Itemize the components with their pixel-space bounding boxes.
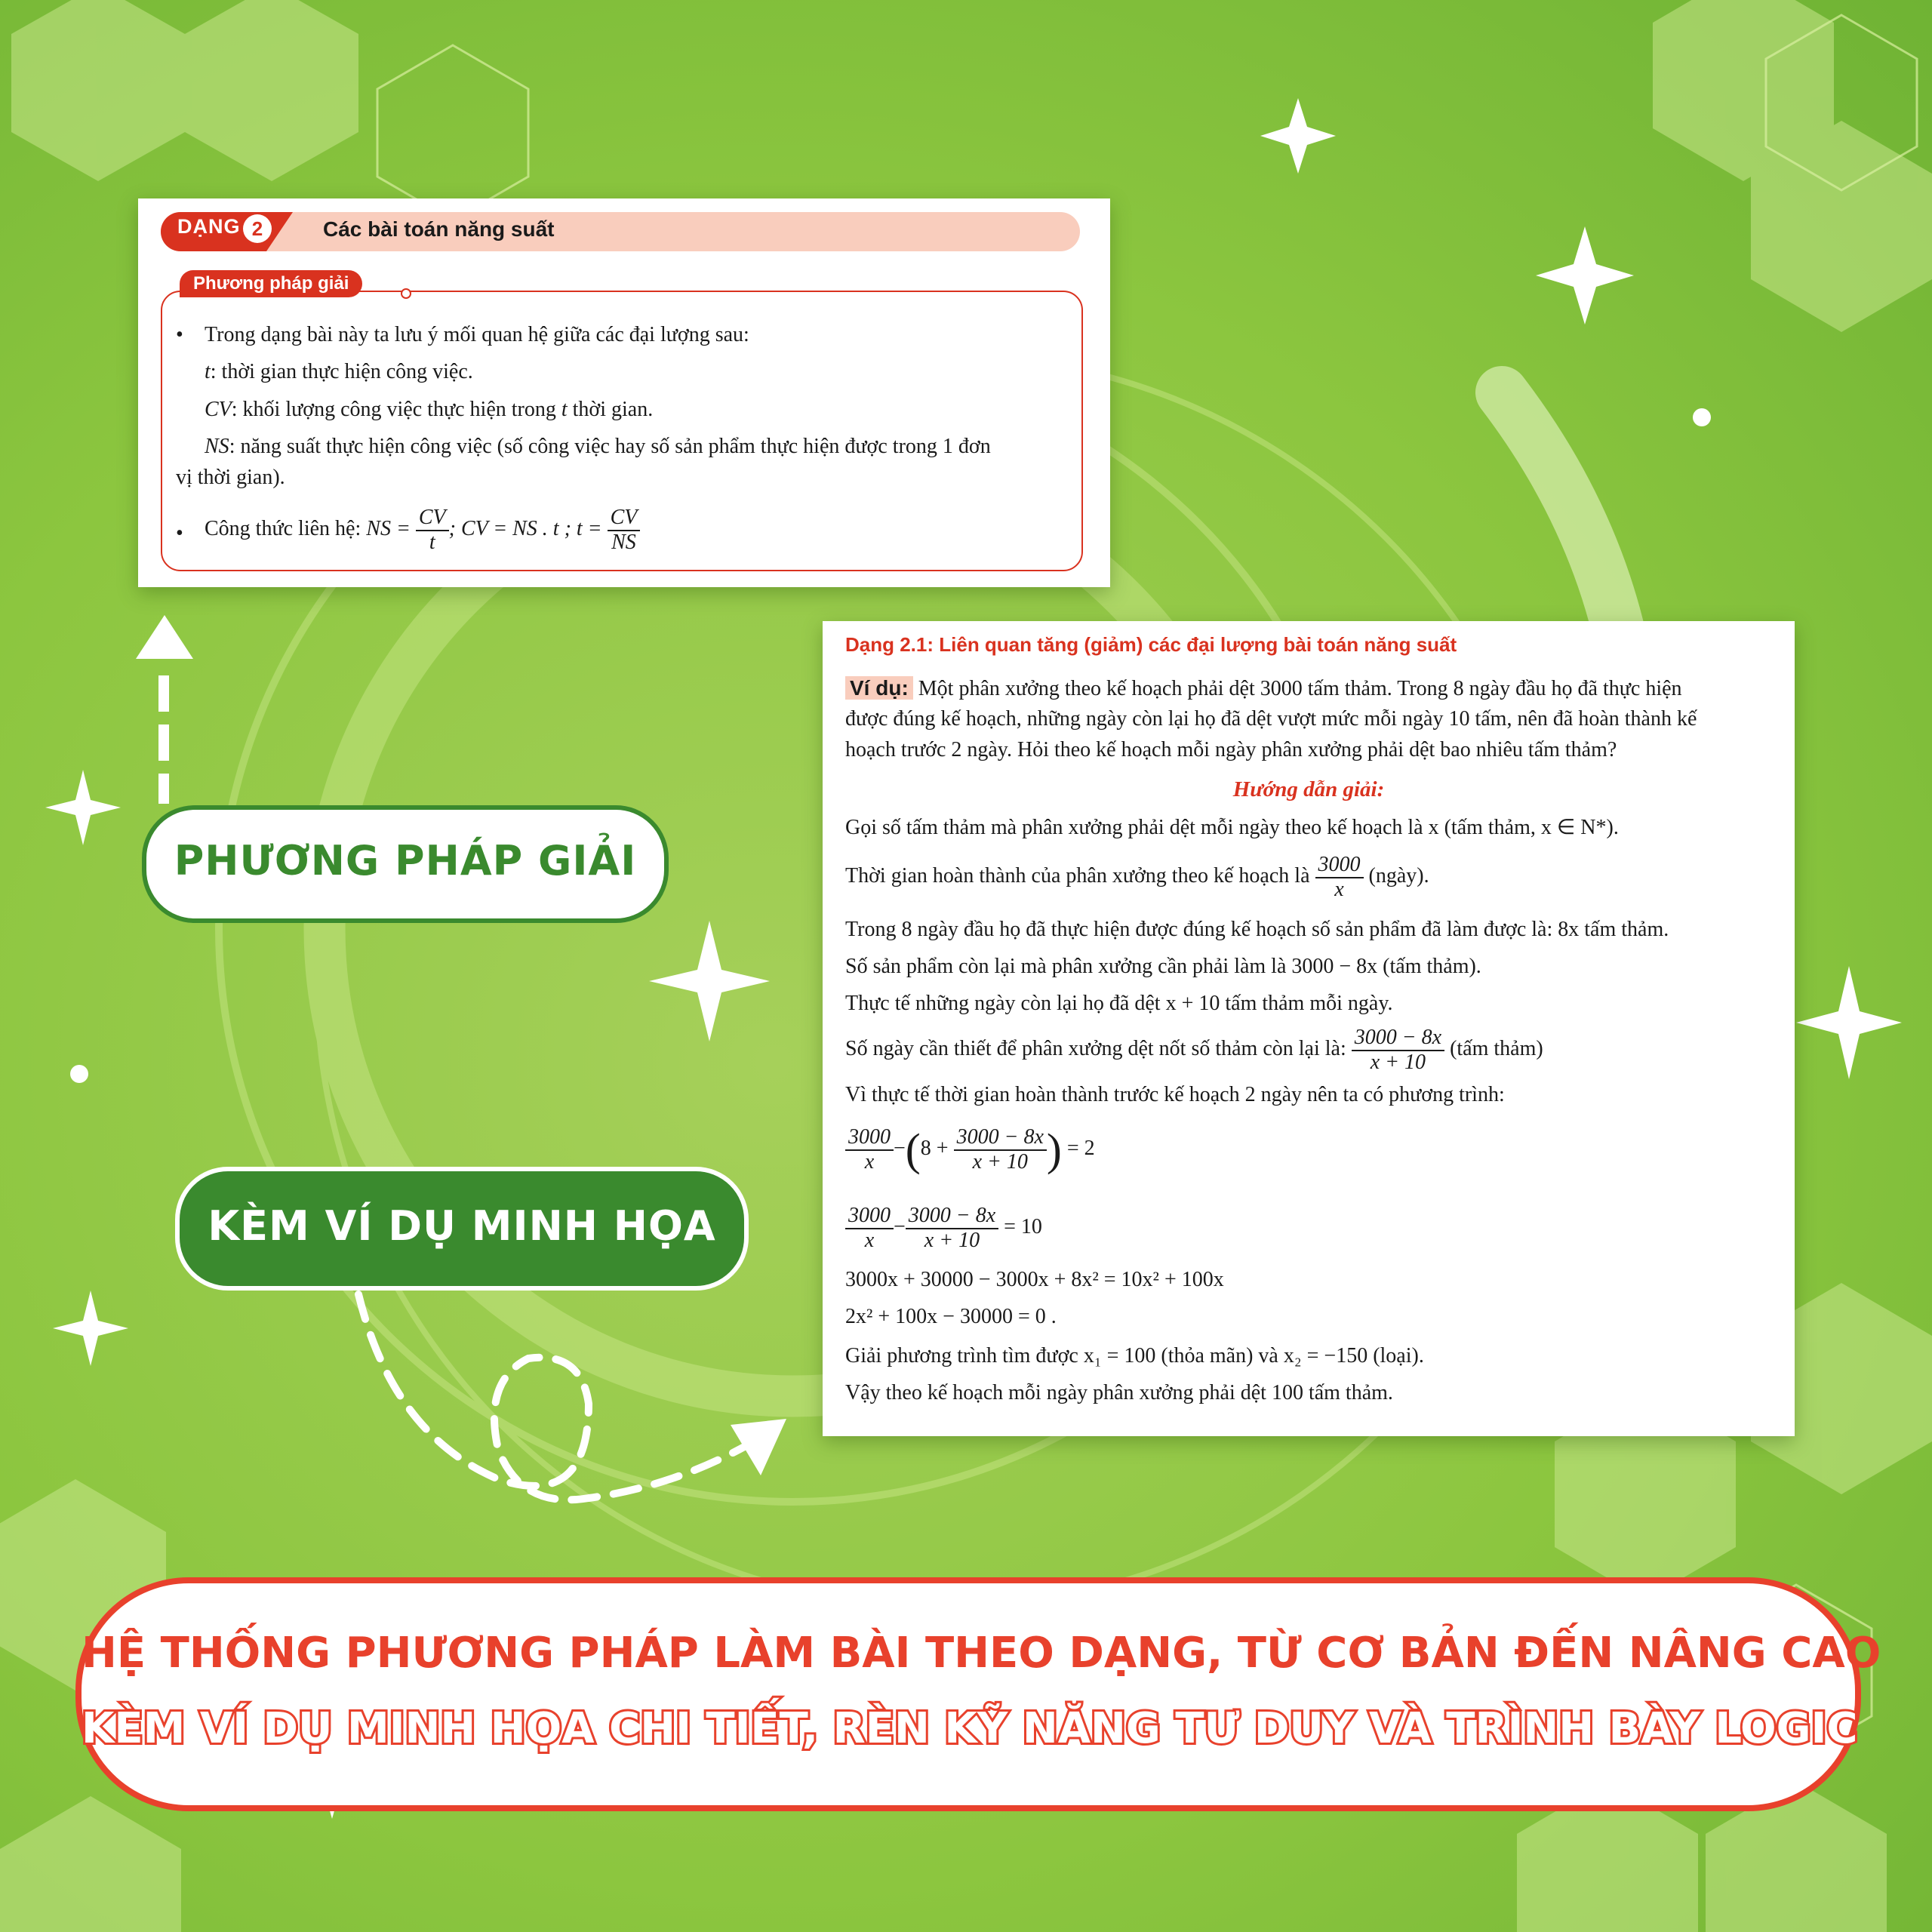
definition-ns-continued: vị thời gian). — [176, 466, 285, 489]
example-pill — [175, 1167, 749, 1291]
section-header-band — [161, 212, 1080, 251]
method-pill — [142, 805, 669, 923]
solution-line: Thời gian hoàn thành của phân xưởng theo kế hoạch là $\frac{3000}{x}$ (ngày). — [845, 852, 1429, 901]
formula-line: Công thức liên hệ: NS = $\frac{CV}{t}$ ; CV = NS . t ; t = $\frac{CV}{NS}$ — [205, 499, 640, 559]
example-pill-label: KÈM VÍ DỤ MINH HỌA — [208, 1202, 716, 1250]
method-card — [138, 198, 1110, 587]
bullet-dot: • — [176, 521, 183, 545]
fraction: $\frac{3000 - 8x}{x + 10}$ — [954, 1126, 1047, 1174]
example-line: Ví dụ: Một phân xưởng theo kế hoạch phải dệt 3000 tấm thảm. Trong 8 ngày đầu họ đã thực hiện — [845, 676, 1682, 701]
definition-cv: CV: khối lượng công việc thực hiện trong t thời gian. — [205, 398, 654, 421]
bullet-dot: • — [176, 323, 183, 346]
sparkle-icon — [649, 921, 770, 1041]
example-line: được đúng kế hoạch, những ngày còn lại họ đã dệt vượt mức mỗi ngày 10 tấm, nên đã hoàn thành kế — [845, 707, 1697, 731]
dot-decoration — [1693, 408, 1711, 426]
hexagon-outline — [377, 45, 528, 220]
hexagon-decoration — [185, 0, 358, 181]
solution-line: Thực tế những ngày còn lại họ đã dệt x + 10 tấm thảm mỗi ngày. — [845, 992, 1393, 1015]
sparkle-icon — [1536, 226, 1634, 325]
sparkle-icon — [1260, 98, 1336, 174]
equation-3: 3000x + 30000 − 3000x + 8x² = 10x² + 100x — [845, 1268, 1224, 1291]
hexagon-decoration — [0, 1796, 181, 1932]
method-tag-dot — [401, 288, 411, 299]
bullet-text: Trong dạng bài này ta lưu ý mối quan hệ giữa các đại lượng sau: — [205, 323, 749, 346]
solution-line: Giải phương trình tìm được x₁ = 100 (thỏa mãn) và x₂ = −150 (loại). — [845, 1344, 1424, 1367]
definition-ns: NS: năng suất thực hiện công việc (số công việc hay số sản phẩm thực hiện được trong 1 đơn — [205, 435, 991, 458]
equation-2: $\frac{3000}{x}$ − $\frac{3000 - 8x}{x + 10}$ = 10 — [845, 1193, 1042, 1261]
method-tag: Phương pháp giải — [180, 270, 362, 297]
dot-decoration — [70, 1065, 88, 1083]
conclusion-line: Vậy theo kế hoạch mỗi ngày phân xưởng phải dệt 100 tấm thảm. — [845, 1381, 1393, 1404]
fraction: $\frac{3000}{x}$ — [1315, 854, 1364, 902]
equation-1: $\frac{3000}{x}$ −(8 + $\frac{3000 - 8x}{x + 10}$ ) = 2 — [845, 1115, 1095, 1183]
fraction: $\frac{3000}{x}$ — [845, 1126, 894, 1174]
sparkle-icon — [45, 770, 121, 845]
fraction: $\frac{3000}{x}$ — [845, 1204, 894, 1253]
bottom-banner — [75, 1577, 1881, 1811]
banner-line-1: HỆ THỐNG PHƯƠNG PHÁP LÀM BÀI THEO DẠNG, TỪ CƠ BẢN ĐẾN NÂNG CAO — [82, 1629, 1881, 1678]
banner-line-2: KÈM VÍ DỤ MINH HỌA CHI TIẾT, RÈN KỸ NĂNG TƯ DUY VÀ TRÌNH BÀY LOGIC — [82, 1704, 1858, 1753]
subsection-title: Dạng 2.1: Liên quan tăng (giảm) các đại lượng bài toán năng suất — [845, 633, 1457, 656]
fraction: $\frac{CV}{t}$ — [416, 506, 449, 555]
sparkle-icon — [53, 1291, 128, 1366]
equation-4: 2x² + 100x − 30000 = 0 . — [845, 1305, 1057, 1328]
fraction: $\frac{CV}{NS}$ — [608, 506, 641, 555]
definition-t: t: thời gian thực hiện công việc. — [205, 360, 473, 383]
section-tag-label: DẠNG — [177, 215, 241, 238]
sparkle-icon — [1796, 966, 1902, 1079]
fraction: $\frac{3000 - 8x}{x + 10}$ — [906, 1204, 998, 1253]
section-title: Các bài toán năng suất — [323, 217, 555, 241]
solution-line: Số sản phẩm còn lại mà phân xưởng cần phải làm là 3000 − 8x (tấm thảm). — [845, 955, 1481, 978]
solution-line: Gọi số tấm thảm mà phân xưởng phải dệt mỗi ngày theo kế hoạch là x (tấm thảm, x ∈ N*). — [845, 816, 1619, 839]
solution-line: Số ngày cần thiết để phân xưởng dệt nốt số thảm còn lại là: $\frac{3000 - 8x}{x + 10}$ (tấm thảm) — [845, 1025, 1543, 1074]
example-line: hoạch trước 2 ngày. Hỏi theo kế hoạch mỗi ngày phân xưởng phải dệt bao nhiêu tấm thảm? — [845, 738, 1617, 761]
example-card — [823, 621, 1795, 1436]
method-pill-label: PHƯƠNG PHÁP GIẢI — [174, 837, 637, 884]
solution-line: Vì thực tế thời gian hoàn thành trước kế hoạch 2 ngày nên ta có phương trình: — [845, 1083, 1505, 1106]
up-arrow-icon — [136, 615, 193, 804]
solution-heading: Hướng dẫn giải: — [1232, 777, 1385, 801]
hexagon-decoration — [11, 0, 185, 181]
example-label: Ví dụ: — [845, 676, 913, 700]
section-number-badge: 2 — [243, 214, 272, 243]
fraction: $\frac{3000 - 8x}{x + 10}$ — [1352, 1026, 1444, 1075]
solution-line: Trong 8 ngày đầu họ đã thực hiện được đúng kế hoạch số sản phẩm đã làm được là: 8x tấm thảm. — [845, 918, 1669, 941]
